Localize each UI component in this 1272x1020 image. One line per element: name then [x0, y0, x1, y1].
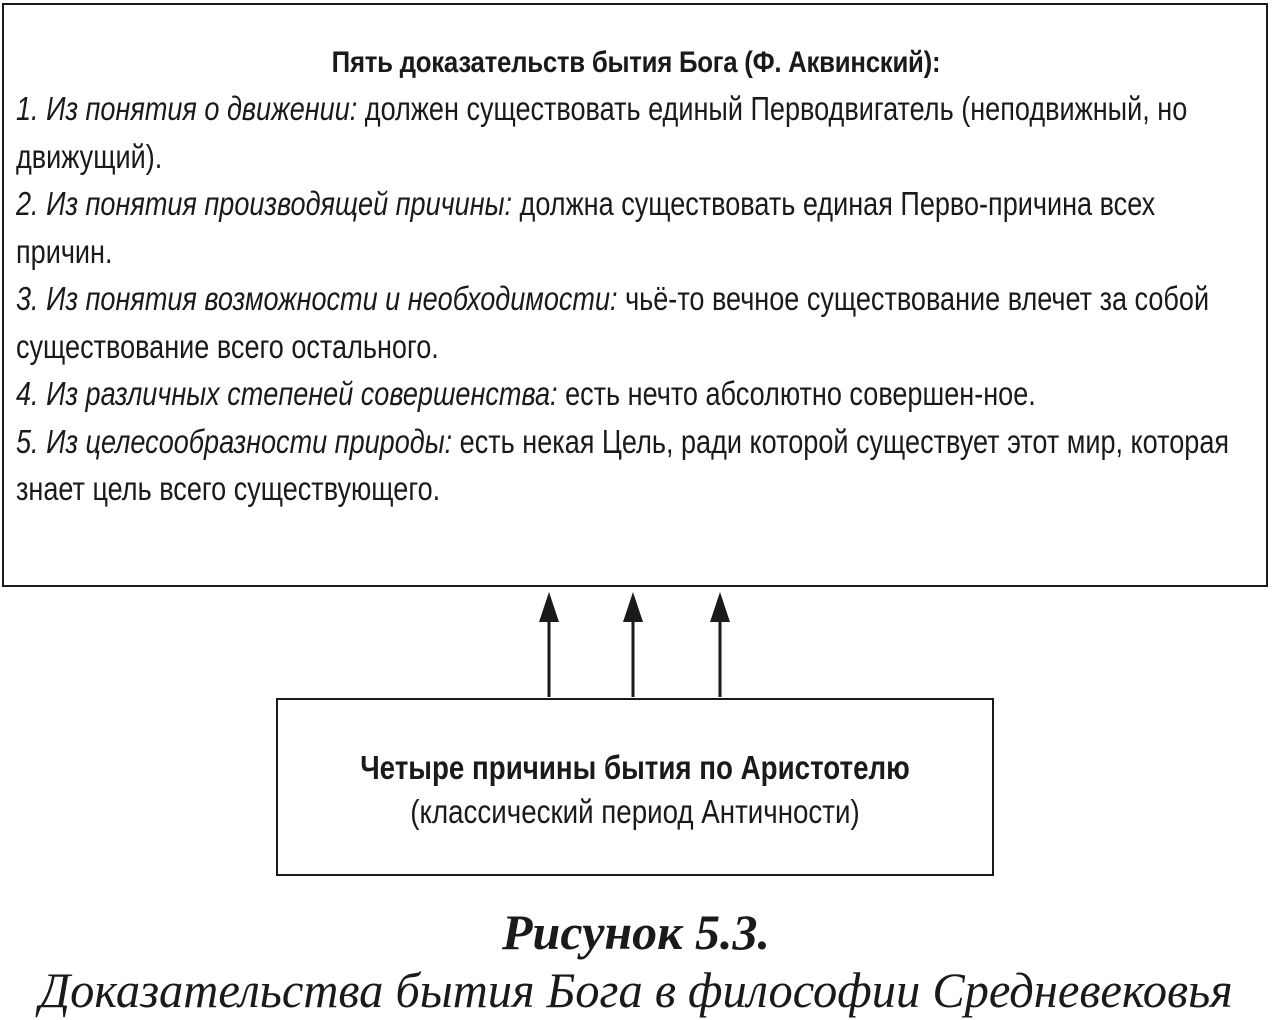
proof-3-lead: 3. Из понятия возможности и необходимости: — [16, 280, 618, 317]
figure-number: Рисунок 5.3. — [502, 904, 770, 960]
aristotle-causes-box — [276, 698, 994, 876]
aristotle-subtitle: (классический период Античности) — [410, 793, 860, 830]
proofs-title: Пять доказательств бытия Бога (Ф. Аквинский): — [331, 46, 941, 79]
figure-caption: Доказательства бытия Бога в философии Средневековья — [39, 962, 1233, 1018]
arrow-3 — [710, 592, 730, 697]
proof-2-text: должна существовать единая Перво-причина всех причин. — [16, 185, 1156, 270]
proof-4-text: есть нечто абсолютно совершен-ное. — [557, 375, 1036, 412]
proof-5-lead: 5. Из целесообразности природы: — [16, 422, 453, 460]
proof-1-lead: 1. Из понятия о движении: — [16, 90, 358, 127]
arrow-2 — [623, 592, 643, 697]
proof-3-text: чьё-то вечное существование влечет за собой существование всего остального. — [16, 280, 1210, 365]
proof-2-lead: 2. Из понятия производящей причины: — [16, 185, 513, 222]
proof-1-text: должен существовать единый Перводвигатель (неподвижный, но движущий). — [16, 90, 1188, 175]
aristotle-title: Четыре причины бытия по Аристотелю — [360, 749, 910, 786]
proof-4-lead: 4. Из различных степеней совершенства: — [16, 375, 558, 412]
proof-5-text: есть некая Цель, ради которой существует этот мир, которая знает цель всего существующего. — [16, 422, 1230, 507]
arrow-1 — [539, 592, 559, 697]
